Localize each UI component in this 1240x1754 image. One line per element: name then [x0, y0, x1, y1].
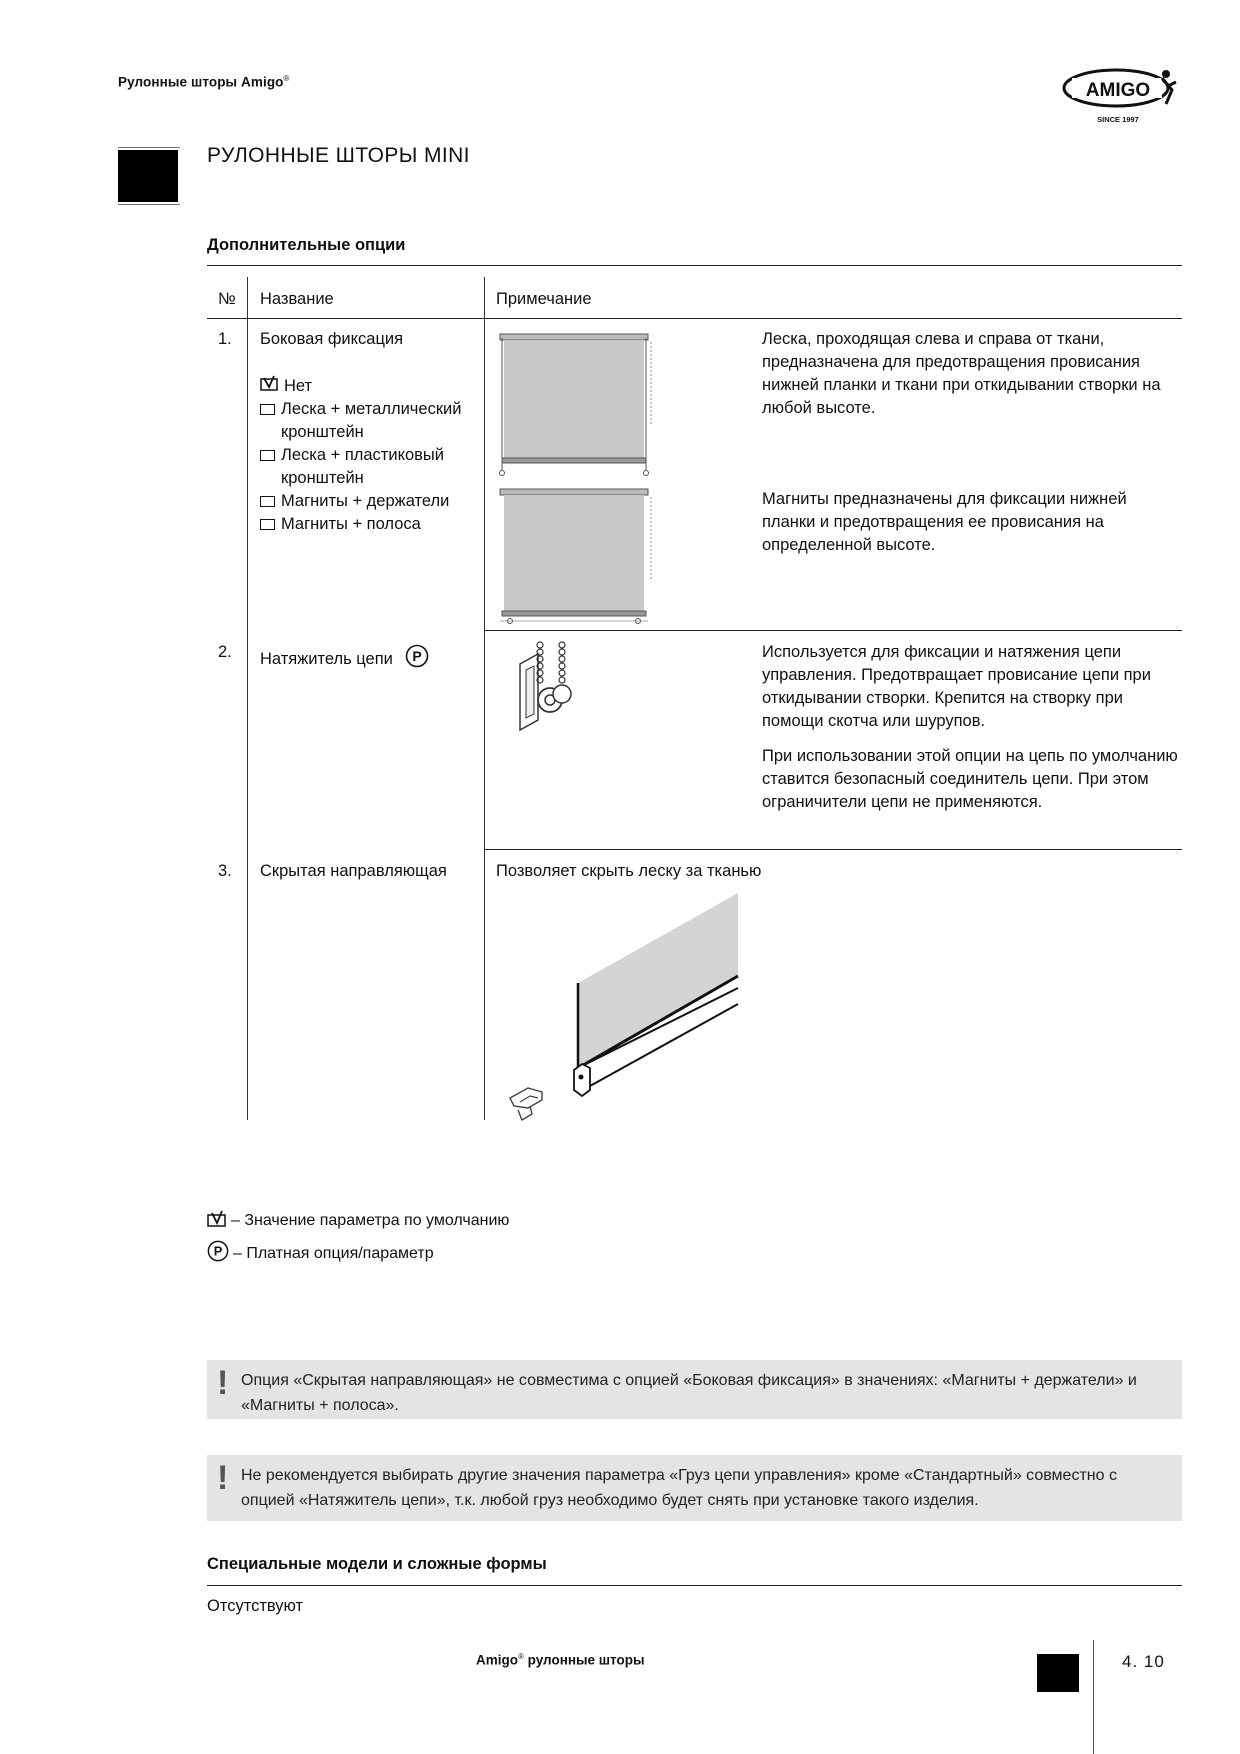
checkbox-icon: [260, 496, 275, 507]
table-row-2-name: Натяжитель цепи: [260, 650, 393, 668]
chain-tensioner-illustration: [514, 640, 594, 741]
table-header-rule: [207, 318, 1182, 319]
special-models-heading: Специальные модели и сложные формы: [207, 1555, 547, 1573]
special-models-rule: [207, 1585, 1182, 1586]
exclamation-icon: !: [217, 1459, 229, 1497]
option-magnets-strip: Магниты + полоса: [260, 513, 485, 536]
row-1-note-2: Магниты предназначены для фиксации нижней планки и предотвращения ее провисания на определенной высоте.: [762, 490, 1127, 554]
special-models-text: Отсутствуют: [207, 1597, 304, 1615]
table-row-1-num: 1.: [218, 330, 232, 348]
checkbox-icon: [260, 519, 275, 530]
table-col-divider-1: [247, 277, 248, 1120]
options-heading: Дополнительные опции: [207, 236, 406, 254]
table-row-2-name-cell: [260, 644, 429, 675]
exclamation-icon: !: [217, 1364, 229, 1402]
side-fixation-options: [260, 375, 485, 536]
warning-text-1: Опция «Скрытая направляющая» не совместима с опцией «Боковая фиксация» в значениях: «Магниты + держатели» и «Магниты + полоса».: [241, 1372, 1137, 1414]
footer-divider: [1093, 1640, 1094, 1754]
footer-brand: Amigo® рулонные шторы: [476, 1652, 645, 1668]
header-brand-title: Рулонные шторы Amigo®: [118, 74, 290, 90]
default-checkmark-icon: [207, 1210, 227, 1232]
default-checkmark-icon: [260, 375, 278, 398]
warning-box-1: [207, 1360, 1182, 1419]
table-header-name: Название: [260, 290, 334, 308]
table-row-1-name: Боковая фиксация: [260, 330, 404, 348]
warning-box-2: [207, 1455, 1182, 1521]
option-magnets-holders: Магниты + держатели: [260, 490, 485, 513]
svg-text:P: P: [213, 1243, 223, 1259]
row-1-note-1: Леска, проходящая слева и справа от ткани, предназначена для предотвращения провисания нижней планки и ткани при откидывании створки на любой высоте.: [762, 330, 1161, 417]
table-row-rule-2: [484, 849, 1182, 850]
table-header-note: Примечание: [496, 290, 592, 308]
option-line-metal-bracket: Леска + металлический кронштейн: [260, 398, 485, 444]
row-2-note-2: При использовании этой опции на цепь по умолчанию ставится безопасный соединитель цепи. При этом ограничители цепи не применяются.: [762, 747, 1178, 811]
footer-marker: [1037, 1654, 1079, 1692]
checkbox-icon: [260, 404, 275, 415]
logo-text: AMIGO: [1085, 80, 1151, 101]
options-heading-rule: [207, 265, 1182, 266]
page-number: 4. 10: [1122, 1652, 1165, 1671]
magnet-blind-illustration: [496, 485, 656, 635]
legend-default: – Значение параметра по умолчанию: [207, 1210, 509, 1232]
svg-text:P: P: [412, 648, 422, 664]
logo-since: SINCE 1997: [1097, 115, 1139, 124]
row-2-note-1: Используется для фиксации и натяжения цепи управления. Предотвращает провисание цепи при откидывании створки. Крепится на створку при помощи скотча или шурупов.: [762, 643, 1151, 730]
amigo-logo: [1062, 64, 1184, 130]
row-3-note: Позволяет скрыть леску за тканью: [496, 862, 762, 880]
table-row-3-num: 3.: [218, 862, 232, 880]
hidden-guide-illustration: [498, 888, 748, 1133]
option-line-plastic-bracket: Леска + пластиковый кронштейн: [260, 444, 485, 490]
section-marker-top-line: [118, 147, 180, 148]
section-marker-bottom-line: [118, 204, 180, 205]
table-row-3-name: Скрытая направляющая: [260, 862, 447, 880]
paid-option-icon: [405, 644, 429, 675]
paid-option-icon: [207, 1240, 229, 1267]
table-header-num: №: [218, 290, 236, 308]
warning-text-2: Не рекомендуется выбирать другие значения параметра «Груз цепи управления» кроме «Стандартный» совместно с опцией «Натяжитель цепи», т.к. любой груз необходимо будет снять при установке такого изделия.: [241, 1467, 1117, 1509]
section-marker: [118, 150, 178, 202]
table-row-2-num: 2.: [218, 643, 232, 661]
section-title: РУЛОННЫЕ ШТОРЫ MINI: [207, 144, 470, 167]
checkbox-icon: [260, 450, 275, 461]
legend-paid: P – Платная опция/параметр: [207, 1240, 434, 1267]
side-line-blind-illustration: [496, 330, 656, 485]
option-none: Нет: [260, 375, 485, 398]
